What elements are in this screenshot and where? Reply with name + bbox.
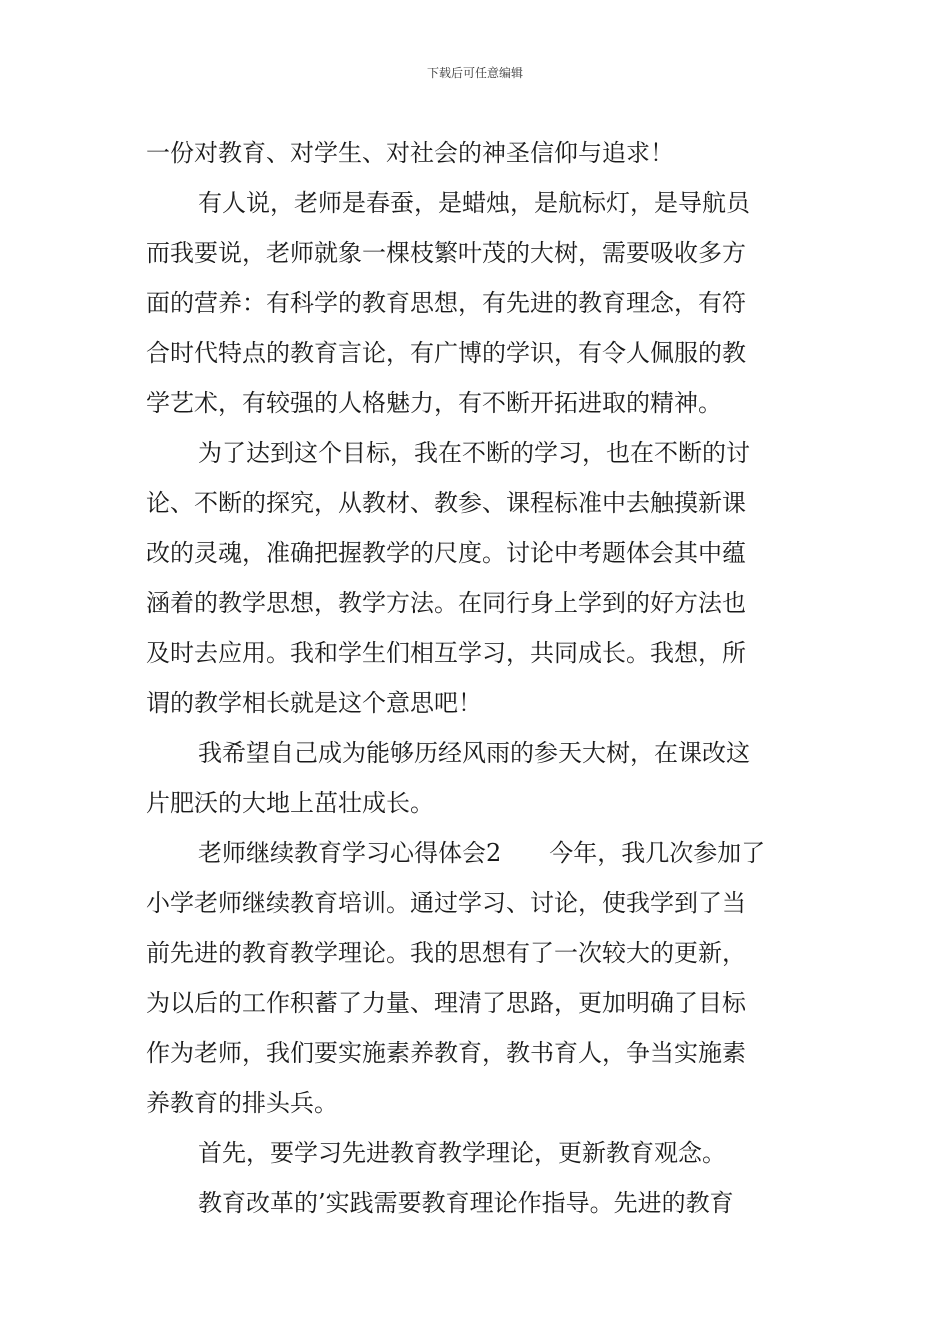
text-line: 面的营养：有科学的教育思想，有先进的教育理念，有符: [146, 289, 746, 317]
text-line: 前先进的教育教学理论。我的思想有了一次较大的更新，: [146, 939, 746, 967]
text-line: 养教育的排头兵。: [146, 1089, 338, 1117]
text-line: 及时去应用。我和学生们相互学习，共同成长。我想，所: [146, 639, 746, 667]
paragraph-start-line: 教育改革的’实践需要教育理论作指导。先进的教育: [198, 1189, 734, 1217]
paragraph-start-line: 有人说，老师是春蚕，是蜡烛，是航标灯，是导航员: [198, 189, 750, 217]
paragraph-start-line: 为了达到这个目标，我在不断的学习，也在不断的讨: [198, 439, 750, 467]
text-line: 为以后的工作积蓄了力量、理清了思路，更加明确了目标: [146, 989, 746, 1017]
paragraph-start-line: 我希望自己成为能够历经风雨的参天大树，在课改这: [198, 739, 750, 767]
paragraph-start-line: 首先，要学习先进教育教学理论，更新教育观念。: [198, 1139, 726, 1167]
text-line: 作为老师，我们要实施素养教育，教书育人，争当实施素: [146, 1039, 746, 1067]
text-line: 合时代特点的教育言论，有广博的学识，有令人佩服的教: [146, 339, 746, 367]
header-note: 下载后可任意编辑: [426, 66, 523, 80]
text-line: 论、不断的探究，从教材、教参、课程标准中去触摸新课: [146, 489, 746, 517]
text-line: 改的灵魂，准确把握教学的尺度。讨论中考题体会其中蕴: [146, 539, 746, 567]
text-line: 学艺术，有较强的人格魅力，有不断开拓进取的精神。: [146, 389, 722, 417]
text-line: 而我要说，老师就象一棵枝繁叶茂的大树，需要吸收多方: [146, 239, 746, 267]
body-text: [146, 128, 808, 1228]
text-line: 谓的教学相长就是这个意思吧！: [146, 689, 482, 717]
text-line: 片肥沃的大地上茁壮成长。: [146, 789, 434, 817]
text-line: 一份对教育、对学生、对社会的神圣信仰与追求！: [146, 139, 674, 167]
text-line: 小学老师继续教育培训。通过学习、讨论，使我学到了当: [146, 889, 746, 917]
text-line: 涵着的教学思想，教学方法。在同行身上学到的好方法也: [146, 589, 746, 617]
paragraph-start-line: 老师继续教育学习心得体会2 今年，我几次参加了: [198, 839, 766, 867]
